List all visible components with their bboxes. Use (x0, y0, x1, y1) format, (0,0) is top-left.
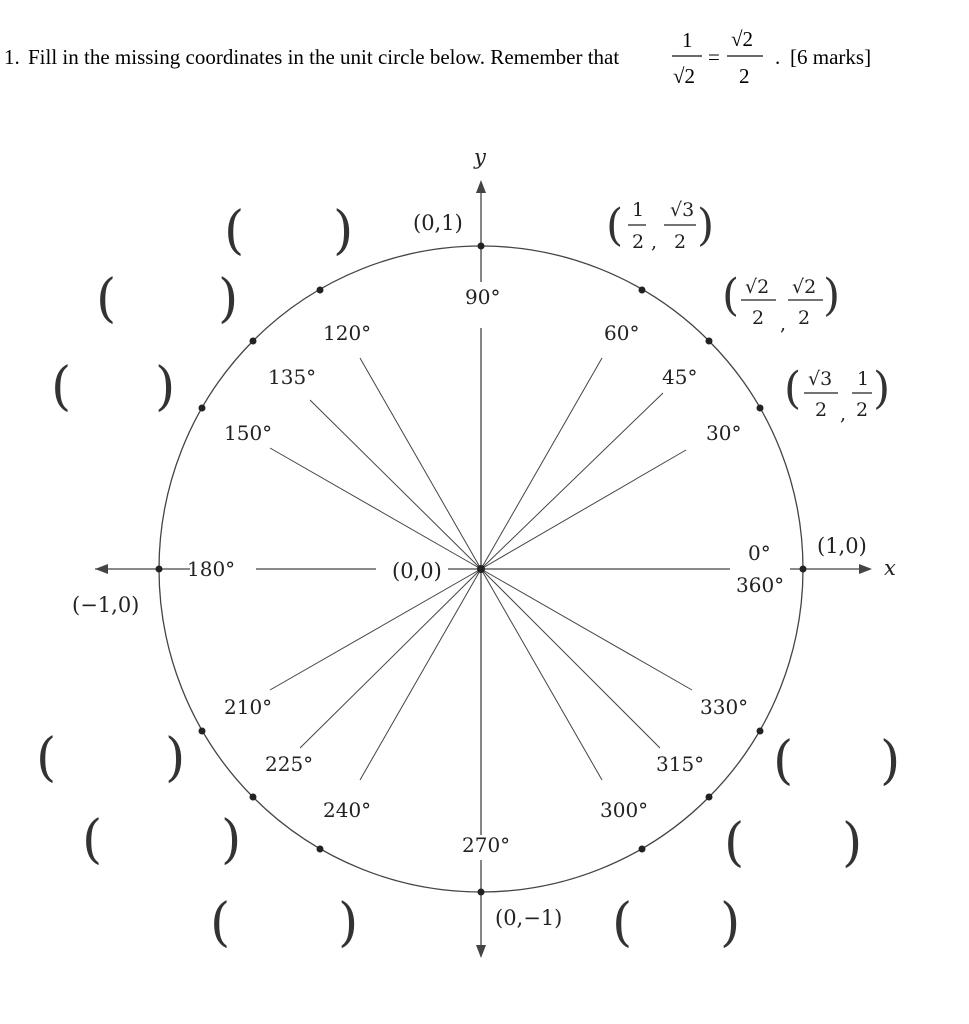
ray-225 (300, 569, 481, 748)
coord-45-close-paren: ) (823, 270, 841, 321)
coord-45-separator: , (780, 313, 787, 335)
coord-60-x-numerator: 1 (632, 199, 645, 221)
coord-45-x-numerator: √2 (745, 276, 770, 298)
question-text: Fill in the missing coordinates in the unit circle below. Remember that (28, 45, 620, 69)
coord-30-y-denominator: 2 (856, 399, 869, 421)
point-135 (250, 338, 257, 345)
fraction-lhs-denominator: √2 (673, 64, 696, 88)
deg-label-60: 60° (604, 321, 640, 345)
coord-45-open-paren: ( (722, 270, 740, 321)
blank-330-open: ( (773, 731, 794, 791)
deg-label-180: 180° (187, 557, 236, 581)
blank-300[interactable] (612, 893, 740, 953)
coord-60-y-denominator: 2 (674, 231, 687, 253)
question-number: 1. (4, 45, 20, 69)
point-270 (478, 889, 485, 896)
deg-label-0: 0° (748, 541, 771, 565)
point-210 (199, 728, 206, 735)
equals-sign: = (708, 45, 720, 69)
deg-label-330: 330° (700, 695, 749, 719)
y-axis-top-arrow (476, 180, 486, 193)
x-axis-right-arrow (859, 564, 872, 574)
period: . (775, 45, 781, 69)
blank-315-close: ) (842, 813, 863, 873)
coord-30-separator: , (840, 403, 847, 425)
x-axis-label: x (884, 556, 896, 580)
coord-30-open-paren: ( (784, 363, 802, 414)
point-0 (800, 566, 807, 573)
point-60 (639, 287, 646, 294)
deg-label-240: 240° (323, 798, 372, 822)
point-30 (757, 405, 764, 412)
point-330 (757, 728, 764, 735)
coord-60-open-paren: ( (606, 200, 624, 251)
coord-270: (0,−1) (495, 906, 563, 930)
ray-240 (360, 569, 481, 780)
ray-300 (481, 569, 602, 780)
coord-60-close-paren: ) (697, 200, 715, 251)
deg-label-90: 90° (465, 285, 501, 309)
deg-label-45: 45° (662, 365, 698, 389)
blank-150-open: ( (51, 357, 72, 417)
blank-210-open: ( (36, 728, 57, 788)
blank-135-open: ( (96, 269, 117, 329)
coord-30-y-numerator: 1 (857, 368, 870, 390)
blank-300-close: ) (720, 893, 741, 953)
blank-330-close: ) (880, 731, 901, 791)
point-origin (477, 565, 485, 573)
degree-labels (187, 285, 787, 857)
coord-60-x-denominator: 2 (632, 231, 645, 253)
ray-30 (481, 450, 686, 569)
blank-150-close: ) (155, 357, 176, 417)
y-axis-label: y (474, 145, 486, 169)
point-45 (706, 338, 713, 345)
blank-240-close: ) (338, 893, 359, 953)
point-225 (250, 794, 257, 801)
y-axis-bottom-arrow (476, 945, 486, 958)
blank-315[interactable] (724, 813, 862, 873)
deg-label-120: 120° (323, 321, 372, 345)
blank-135[interactable] (96, 269, 238, 329)
blank-315-open: ( (724, 813, 745, 873)
coord-60 (606, 199, 714, 253)
marks-label: [6 marks] (790, 45, 872, 69)
blank-210-close: ) (165, 728, 186, 788)
blank-150[interactable] (51, 357, 175, 417)
point-180 (156, 566, 163, 573)
fraction-rhs-denominator: 2 (739, 64, 750, 88)
point-90 (478, 243, 485, 250)
blank-135-close: ) (218, 269, 239, 329)
blank-240[interactable] (210, 893, 358, 953)
point-315 (706, 794, 713, 801)
coord-0: (1,0) (817, 534, 867, 558)
deg-label-315: 315° (656, 752, 705, 776)
coord-60-separator: , (651, 231, 658, 253)
ray-120 (360, 358, 481, 569)
blank-300-open: ( (612, 893, 633, 953)
ray-315 (481, 569, 660, 748)
point-150 (199, 405, 206, 412)
coord-30 (784, 363, 890, 425)
blank-120-close: ) (333, 201, 354, 261)
ray-150 (270, 448, 481, 569)
coord-45-x-denominator: 2 (752, 307, 765, 329)
ray-330 (481, 569, 692, 690)
coord-45-y-numerator: √2 (792, 276, 817, 298)
ray-135 (310, 400, 481, 569)
ray-210 (270, 569, 481, 690)
coord-90: (0,1) (413, 211, 463, 235)
fraction-lhs-numerator: 1 (682, 28, 693, 52)
deg-label-225: 225° (265, 752, 314, 776)
coord-30-x-denominator: 2 (815, 399, 828, 421)
deg-label-135: 135° (268, 365, 317, 389)
fraction-rhs-numerator: √2 (731, 27, 754, 51)
coord-45-y-denominator: 2 (798, 307, 811, 329)
coord-30-x-numerator: √3 (808, 368, 833, 390)
blank-330[interactable] (773, 731, 900, 791)
coord-45 (722, 270, 840, 335)
point-300 (639, 846, 646, 853)
blank-225[interactable] (82, 810, 241, 870)
coord-30-close-paren: ) (873, 363, 891, 414)
blank-120-open: ( (224, 201, 245, 261)
deg-label-300: 300° (600, 798, 649, 822)
deg-label-150: 150° (224, 421, 273, 445)
coord-180: (−1,0) (72, 593, 140, 617)
deg-label-360: 360° (736, 573, 785, 597)
ray-45 (481, 393, 663, 569)
ray-60 (481, 358, 602, 569)
deg-label-210: 210° (224, 695, 273, 719)
x-axis-left-arrow (95, 564, 108, 574)
coord-60-y-numerator: √3 (670, 199, 695, 221)
blank-210[interactable] (36, 728, 185, 788)
point-240 (317, 846, 324, 853)
deg-label-270: 270° (462, 833, 511, 857)
blank-120[interactable] (224, 201, 353, 261)
blank-225-close: ) (221, 810, 242, 870)
coord-origin: (0,0) (392, 559, 442, 583)
blank-240-open: ( (210, 893, 231, 953)
point-120 (317, 287, 324, 294)
blank-225-open: ( (82, 810, 103, 870)
deg-label-30: 30° (706, 421, 742, 445)
